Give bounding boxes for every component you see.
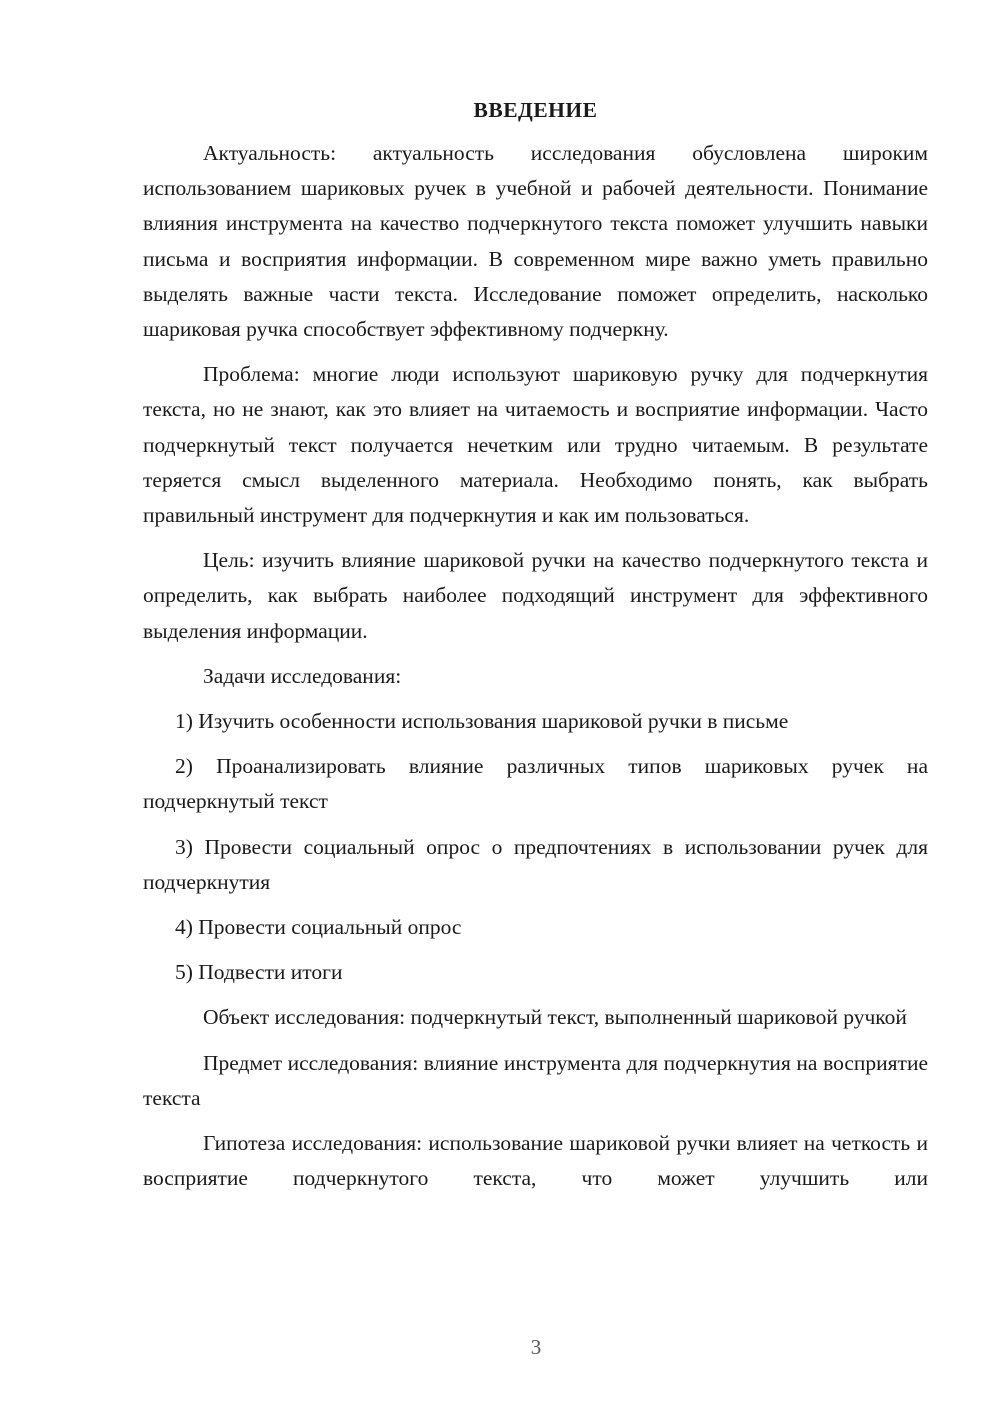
- page-body: [143, 96, 928, 1196]
- paragraph-object: Объект исследования: подчеркнутый текст, выполненный шариковой ручкой: [203, 1005, 907, 1030]
- paragraph-relevance: Актуальность: актуальность исследования обусловлена широким использованием шариковых ручек в учебной и рабочей деятельности. Понимание влияния инструмента на качество подчеркнутого текста поможет улучшить навыки письма и восприятия информации. В современном мире важно уметь правильно выделять важные части текста. Исследование поможет определить, насколько шариковая ручка способствует эффективному подчеркну.: [143, 141, 928, 342]
- task-item: 1) Изучить особенности использования шариковой ручки в письме: [175, 709, 789, 734]
- task-item: 2) Проанализировать влияние различных типов шариковых ручек на подчеркнутый текст: [143, 754, 928, 814]
- page-number: 3: [530, 1335, 542, 1359]
- paragraph-hypothesis: Гипотеза исследования: использование шариковой ручки влияет на четкость и восприятие подчеркнутого текста, что может улучшить или: [143, 1131, 928, 1191]
- task-item: 5) Подвести итоги: [175, 960, 343, 985]
- tasks-heading: Задачи исследования:: [203, 663, 402, 688]
- task-item: 4) Провести социальный опрос: [175, 915, 462, 940]
- paragraph-goal: Цель: изучить влияние шариковой ручки на качество подчеркнутого текста и определить, как выбрать наиболее подходящий инструмент для эффективного выделения информации.: [143, 548, 928, 643]
- paragraph-problem: Проблема: многие люди используют шариковую ручку для подчеркнутия текста, но не знают, как это влияет на читаемость и восприятие информации. Часто подчеркнутый текст получается нечетким или трудно читаемым. В результате теряется смысл выделенного материала. Необходимо понять, как выбрать правильный инструмент для подчеркнутия и как им пользоваться.: [143, 362, 928, 528]
- task-item: 3) Провести социальный опрос о предпочтениях в использовании ручек для подчеркнутия: [143, 834, 928, 894]
- page-title: ВВЕДЕНИЕ: [473, 98, 598, 122]
- paragraph-subject: Предмет исследования: влияние инструмента для подчеркнутия на восприятие текста: [143, 1050, 928, 1110]
